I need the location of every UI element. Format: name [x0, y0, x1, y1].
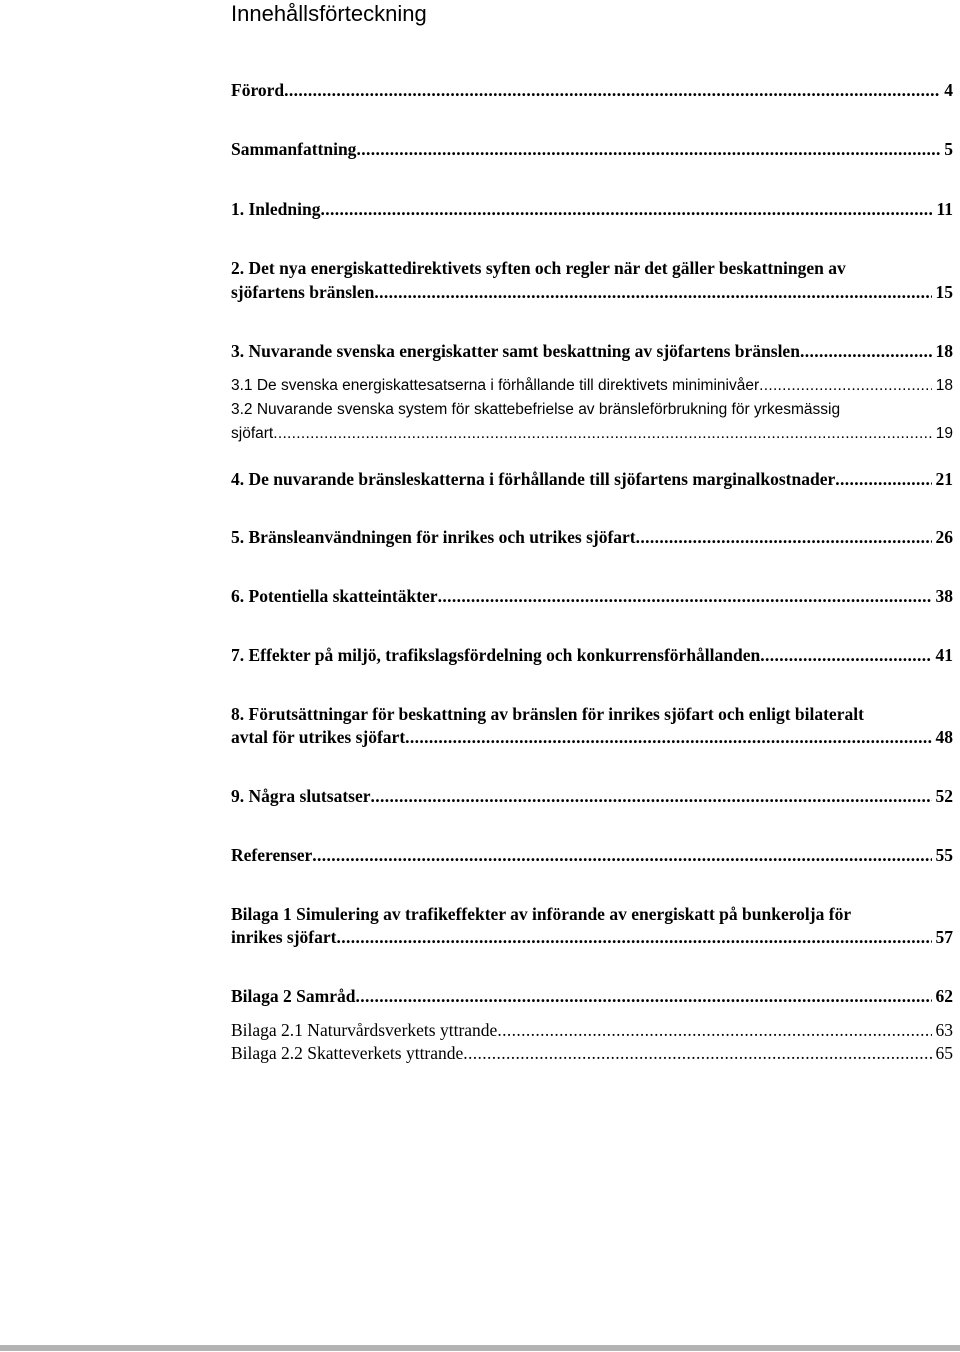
toc-entry-page: 11: [936, 199, 953, 219]
toc-entry-label: 3.1 De svenska energiskattesatserna i förhållande till direktivets miniminivåer: [231, 377, 760, 394]
toc-entry-bilaga-2-2[interactable]: [231, 1041, 953, 1065]
toc-entry-page: 48: [935, 727, 953, 747]
toc-entry-page: 65: [935, 1043, 953, 1063]
toc-entry-label: Sammanfattning: [231, 139, 357, 159]
toc-entry-label: Bilaga 2.2 Skatteverkets yttrande: [231, 1043, 464, 1063]
toc-entry-page: 15: [935, 282, 953, 302]
toc-entry-forord[interactable]: [231, 78, 953, 102]
toc-entry-5[interactable]: [231, 525, 953, 549]
toc-entry-6[interactable]: [231, 584, 953, 608]
dot-leader: [356, 137, 940, 161]
toc-heading: Innehållsförteckning: [231, 1, 427, 26]
dot-leader: [355, 984, 931, 1008]
toc-entry-page: 5: [944, 139, 953, 159]
toc-entry-page: 38: [935, 586, 953, 606]
toc-entry-label: 7. Effekter på miljö, trafikslagsfördelning och konkurrensförhållanden: [231, 645, 761, 665]
toc-entry-label: 4. De nuvarande bränsleskatterna i förhållande till sjöfartens marginalkostnader: [231, 469, 836, 489]
dot-leader: [312, 843, 931, 867]
toc-entry-page: 19: [935, 425, 953, 442]
toc-entry-page: 62: [935, 986, 953, 1006]
toc-entry-1[interactable]: [231, 197, 953, 221]
toc-entry-page: 52: [935, 786, 953, 806]
toc-entry-7[interactable]: [231, 643, 953, 667]
toc-entry-9[interactable]: [231, 784, 953, 808]
dot-leader: [320, 197, 932, 221]
toc-entry-label: sjöfart: [231, 425, 274, 442]
toc-entry-label: 3. Nuvarande svenska energiskatter samt beskattning av sjöfartens bränslen: [231, 341, 800, 361]
dot-leader: [636, 525, 932, 549]
toc-entry-label: 9. Några slutsatser: [231, 786, 371, 806]
toc-entry-referenser[interactable]: [231, 843, 953, 867]
dot-leader: [800, 339, 932, 363]
toc-entry-4[interactable]: [231, 467, 953, 491]
toc-entry-label: sjöfartens bränslen: [231, 282, 375, 302]
toc-entry-3[interactable]: [231, 339, 953, 363]
toc-entry-page: 18: [935, 341, 953, 361]
toc-entry-bilaga-1[interactable]: [231, 925, 953, 949]
toc-entry-2[interactable]: [231, 280, 953, 304]
toc-entry-label: inrikes sjöfart: [231, 927, 337, 947]
toc-entry-bilaga-2[interactable]: [231, 984, 953, 1008]
toc-entry-bilaga-1-line1[interactable]: Bilaga 1 Simulering av trafikeffekter av införande av energiskatt på bunkerolja för: [231, 904, 852, 924]
toc-entry-page: 41: [935, 645, 953, 665]
toc-entry-8-line1[interactable]: 8. Förutsättningar för beskattning av bränslen för inrikes sjöfart och enligt bilateralt: [231, 704, 864, 724]
toc-entry-page: 4: [944, 80, 953, 100]
page-bottom-rule: [0, 1345, 960, 1351]
toc-entry-bilaga-2-1[interactable]: [231, 1018, 953, 1042]
toc-entry-page: 18: [935, 377, 953, 394]
dot-leader: [371, 784, 932, 808]
toc-entry-2-line1[interactable]: 2. Det nya energiskattedirektivets syften och regler när det gäller beskattningen av: [231, 258, 846, 278]
toc-entry-sammanfattning[interactable]: [231, 137, 953, 161]
toc-entry-3-2-line1[interactable]: 3.2 Nuvarande svenska system för skattebefrielse av bränsleförbrukning för yrkesmässig: [231, 401, 841, 418]
toc-entry-8[interactable]: [231, 725, 953, 749]
toc-entry-page: 26: [935, 527, 953, 547]
dot-leader: [405, 725, 931, 749]
toc-entry-label: avtal för utrikes sjöfart: [231, 727, 406, 747]
dot-leader: [835, 467, 931, 491]
toc-entry-3-1[interactable]: [231, 374, 953, 398]
dot-leader: [273, 422, 932, 446]
toc-entry-page: 55: [935, 845, 953, 865]
toc-entry-label: Bilaga 2.1 Naturvårdsverkets yttrande: [231, 1020, 498, 1040]
toc-entry-label: Bilaga 2 Samråd: [231, 986, 356, 1006]
dot-leader: [374, 280, 931, 304]
toc-entry-page: 21: [935, 469, 953, 489]
dot-leader: [438, 584, 932, 608]
toc-entry-label: Förord: [231, 80, 285, 100]
toc-entry-page: 63: [935, 1020, 953, 1040]
toc-entry-label: 1. Inledning: [231, 199, 321, 219]
toc-entry-page: 57: [935, 927, 953, 947]
dot-leader: [463, 1041, 931, 1065]
dot-leader: [760, 643, 931, 667]
dot-leader: [284, 78, 940, 102]
dot-leader: [759, 374, 932, 398]
dot-leader: [497, 1018, 931, 1042]
toc-entry-label: 6. Potentiella skatteintäkter: [231, 586, 438, 606]
toc-entry-label: 5. Bränsleanvändningen för inrikes och utrikes sjöfart: [231, 527, 636, 547]
toc-entry-label: Referenser: [231, 845, 313, 865]
toc-entry-3-2[interactable]: [231, 422, 953, 446]
dot-leader: [336, 925, 931, 949]
